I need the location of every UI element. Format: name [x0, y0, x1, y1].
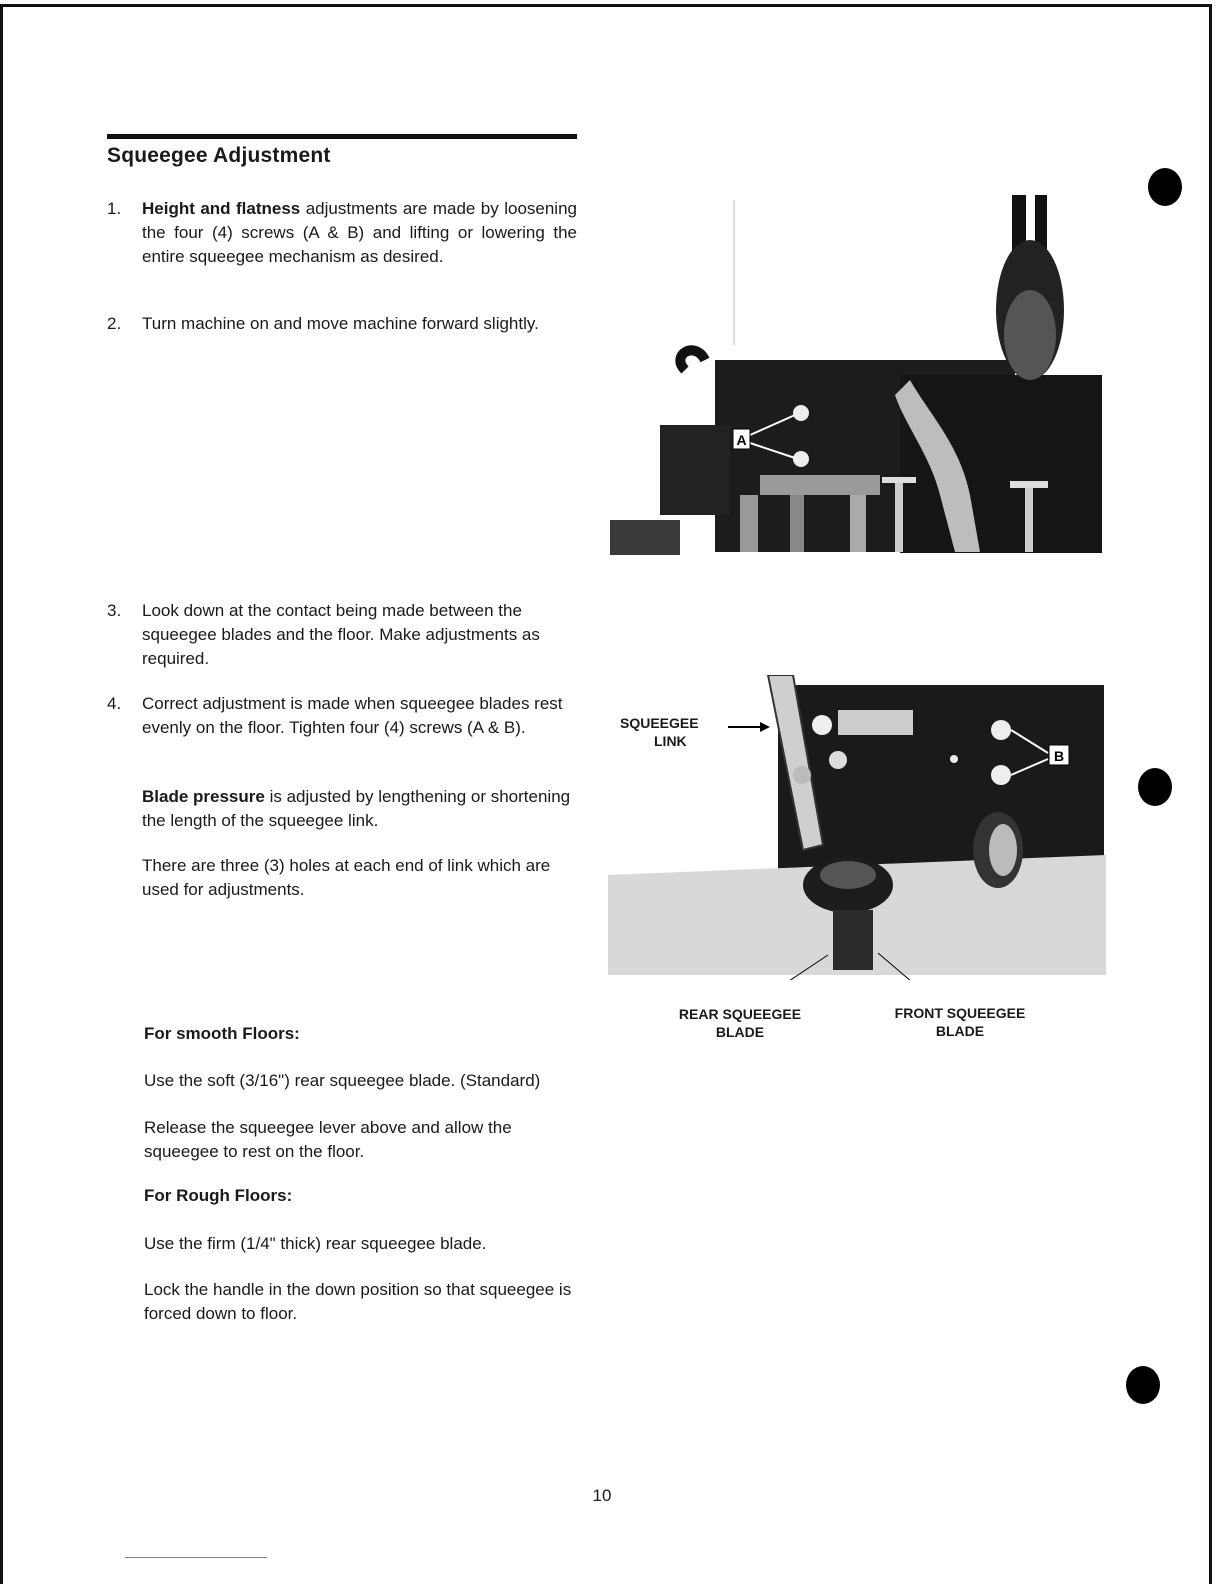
step-text: Turn machine on and move machine forward slightly. [142, 314, 539, 333]
callout-a: A [736, 432, 747, 448]
squeegee-photo-1 [610, 195, 1102, 557]
rear-squeegee-blade-label [665, 1005, 815, 1041]
step-number: 1. [107, 199, 122, 218]
footer-line [125, 1557, 267, 1558]
rear-label-line-1: REAR SQUEEGEE [678, 1006, 802, 1022]
page-frame-right [1209, 4, 1212, 1584]
squeegee-link-label [620, 714, 740, 750]
rear-label-line-2: BLADE [715, 1024, 765, 1040]
callout-b: B [1053, 748, 1065, 764]
blade-pressure-bold: Blade pressure [142, 787, 265, 806]
blade-pressure-text: is adjusted by lengthening or shortening the length of the squeegee link. [142, 787, 571, 830]
rough-line-1: Use the firm (1/4" thick) rear squeegee blade. [144, 1234, 487, 1253]
squeegee-link-label-line-2: LINK [654, 733, 687, 749]
front-label-line-2: BLADE [935, 1023, 985, 1039]
rough-floors-heading: For Rough Floors: [144, 1186, 293, 1205]
rough-line-2: Lock the handle in the down position so that squeegee is forced down to floor. [144, 1280, 572, 1323]
step-text [142, 197, 577, 269]
step-bold: Height and flatness [142, 199, 301, 218]
front-label-line-1: FRONT SQUEEGEE [894, 1005, 1026, 1021]
step-text: Look down at the contact being made between the squeegee blades and the floor. Make adjustments as required. [142, 601, 540, 668]
step-body: adjustments are made by loosening the four (4) screws (A & B) and lifting or lowering the entire squeegee mechanism as desired. [142, 199, 577, 266]
smooth-floors-heading: For smooth Floors: [144, 1024, 300, 1043]
step-number: 4. [107, 694, 122, 713]
smooth-line-1: Use the soft (3/16") rear squeegee blade. (Standard) [144, 1071, 541, 1090]
page-frame-left [0, 4, 3, 1584]
step-number: 3. [107, 601, 122, 620]
front-squeegee-blade-label [880, 1004, 1040, 1040]
section-title: Squeegee Adjustment [107, 144, 331, 167]
holes-note: There are three (3) holes at each end of link which are used for adjustments. [142, 856, 551, 899]
step-text: Correct adjustment is made when squeegee blades rest evenly on the floor. Tighten four (4) screws (A & B). [142, 694, 563, 737]
squeegee-link-label-line-1: SQUEEGEE [620, 715, 699, 731]
page-number: 10 [592, 1486, 612, 1505]
step-number: 2. [107, 314, 122, 333]
smooth-line-2: Release the squeegee lever above and allow the squeegee to rest on the floor. [144, 1118, 512, 1161]
binder-hole-top [1148, 168, 1182, 206]
blade-pressure-paragraph [142, 785, 582, 833]
binder-hole-bottom [1126, 1366, 1160, 1404]
page-frame-top [0, 4, 1212, 7]
heading-rule [107, 134, 577, 139]
binder-hole-middle [1138, 768, 1172, 806]
